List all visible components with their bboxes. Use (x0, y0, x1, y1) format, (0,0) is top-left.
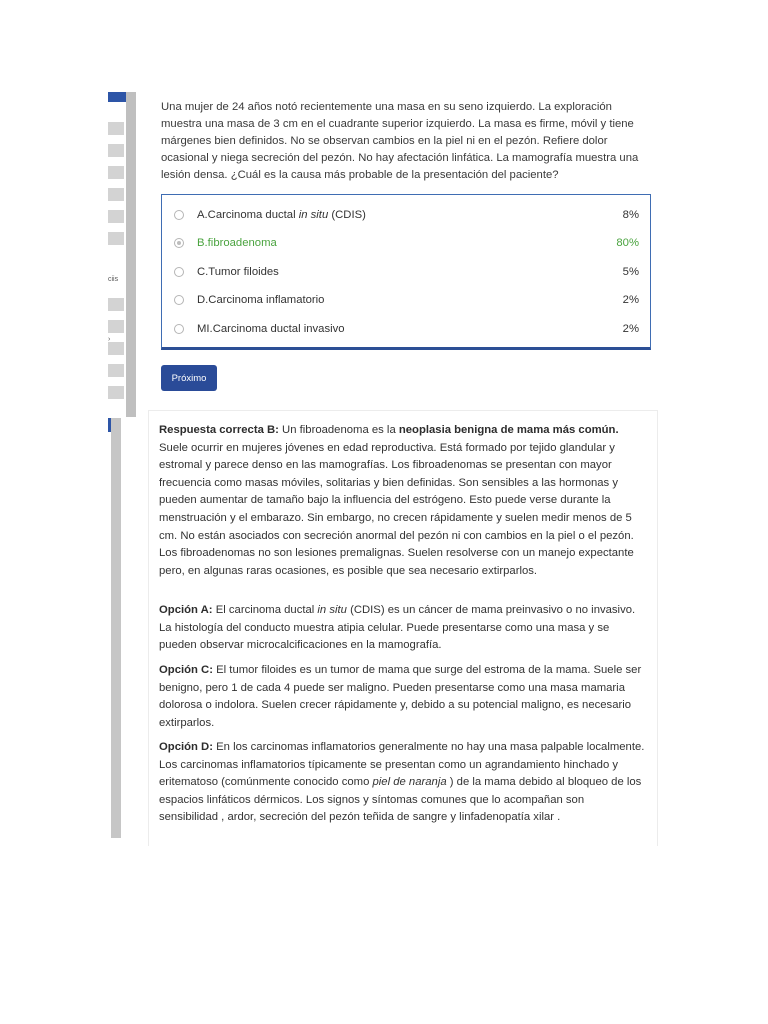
answer-option-percent: 2% (622, 294, 639, 306)
radio-icon[interactable] (174, 295, 184, 305)
side-nav-cell[interactable] (108, 364, 124, 377)
side-nav-fragment: › (108, 336, 111, 343)
side-nav-cell[interactable] (108, 298, 124, 311)
radio-icon[interactable] (174, 267, 184, 277)
side-nav-cell[interactable] (108, 342, 124, 355)
side-nav-cell[interactable] (108, 144, 124, 157)
side-nav-cell[interactable] (108, 232, 124, 245)
answer-option-c[interactable] (162, 262, 650, 282)
answer-option-e[interactable] (162, 319, 650, 339)
side-nav-active-marker (108, 92, 126, 102)
answer-option-label: MI.Carcinoma ductal invasivo (197, 323, 345, 335)
answer-options (161, 194, 651, 350)
answer-option-label: C.Tumor filoides (197, 266, 279, 278)
side-nav-cell[interactable] (108, 122, 124, 135)
side-nav-strip (108, 92, 126, 417)
next-button[interactable]: Próximo (161, 365, 217, 391)
explanation-panel (148, 410, 658, 846)
side-nav-cell[interactable] (108, 166, 124, 179)
explanation-scrollbar[interactable] (111, 418, 121, 838)
radio-icon[interactable] (174, 210, 184, 220)
answer-option-percent: 8% (622, 209, 639, 221)
explanation-option-d: Opción D: En los carcinomas inflamatorios generalmente no hay una masa palpable localmente. Los carcinomas inflamatorios típicamente se presentan como un agrandamiento hinchado y eritematoso (comúnmente conocido como piel de naranja ) de la mama debido al bloqueo de los espacios linfáticos dérmicos. Los signos y síntomas comunes que lo acompañan son sensibilidad , ardor, secreción del pezón teñida de sangre y linfadenopatía xilar . (159, 741, 645, 824)
answer-option-d[interactable] (162, 290, 650, 310)
side-nav-cell[interactable] (108, 386, 124, 399)
side-nav-fragment: ciis (108, 276, 119, 283)
explanation-option-a: Opción A: El carcinoma ductal in situ (CDIS) es un cáncer de mama preinvasivo o no invasivo. La histología del conducto muestra atipia celular. Puede presentarse como una masa y se pueden observar microcalcificaciones en la mamografía. (159, 604, 636, 652)
answer-option-percent: 5% (622, 266, 639, 278)
side-nav-cell[interactable] (108, 188, 124, 201)
answer-option-percent: 2% (622, 323, 639, 335)
side-nav-cell[interactable] (108, 320, 124, 333)
explanation-correct-answer: Respuesta correcta B: Un fibroadenoma es la neoplasia benigna de mama más común. Suele ocurrir en mujeres jóvenes en edad reproductiva. Está formado por tejido glandular y estromal y parece denso en las mamografías. Los fibroadenomas se presentan con mayor frecuencia como masas móviles, solitarias y bien definidas. Son sensibles a las hormonas y pueden aumentar de tamaño bajo la influencia del estrógeno. Esto puede verse durante la menstruación y el embarazo. Sin embargo, no crecen rápidamente y suelen medir menos de 5 cm. No están asociados con secreción anormal del pezón ni con cambios en la piel o el pezón. Los fibroadenomas no son lesiones premalignas. Suelen resolverse con un manejo expectante pero, en algunas raras ocasiones, es posible que sea necesario extirparlos. (159, 424, 634, 577)
answer-option-label: B.fibroadenoma (197, 237, 277, 249)
question-text: Una mujer de 24 años notó recientemente una masa en su seno izquierdo. La exploración muestra una masa de 3 cm en el cuadrante superior izquierdo. La masa es firme, móvil y tiene márgenes bien definidos. No se observan cambios en la piel ni en el pezón. Refiere dolor ocasional y niega secreción del pezón. No hay afectación linfática. La mamografía muestra una lesión densa. ¿Cuál es la causa más probable de la presentación del paciente? (161, 101, 639, 181)
side-nav-scrollbar[interactable] (126, 92, 136, 417)
side-nav-cell[interactable] (108, 210, 124, 223)
answer-option-percent: 80% (616, 237, 639, 249)
answer-option-label: D.Carcinoma inflamatorio (197, 294, 325, 306)
answer-option-label: A.Carcinoma ductal in situ (CDIS) (197, 209, 366, 221)
explanation-option-c: Opción C: El tumor filoides es un tumor de mama que surge del estroma de la mama. Suele ser benigno, pero 1 de cada 4 puede ser maligno. Pueden presentarse como una masa mamaria dolorosa o indolora. Suelen crecer rápidamente y, debido a su potencial maligno, es necesario extirparlos. (159, 664, 642, 729)
radio-icon[interactable] (174, 238, 184, 248)
radio-icon[interactable] (174, 324, 184, 334)
answer-option-b[interactable] (162, 233, 650, 253)
answer-option-a[interactable] (162, 205, 650, 225)
